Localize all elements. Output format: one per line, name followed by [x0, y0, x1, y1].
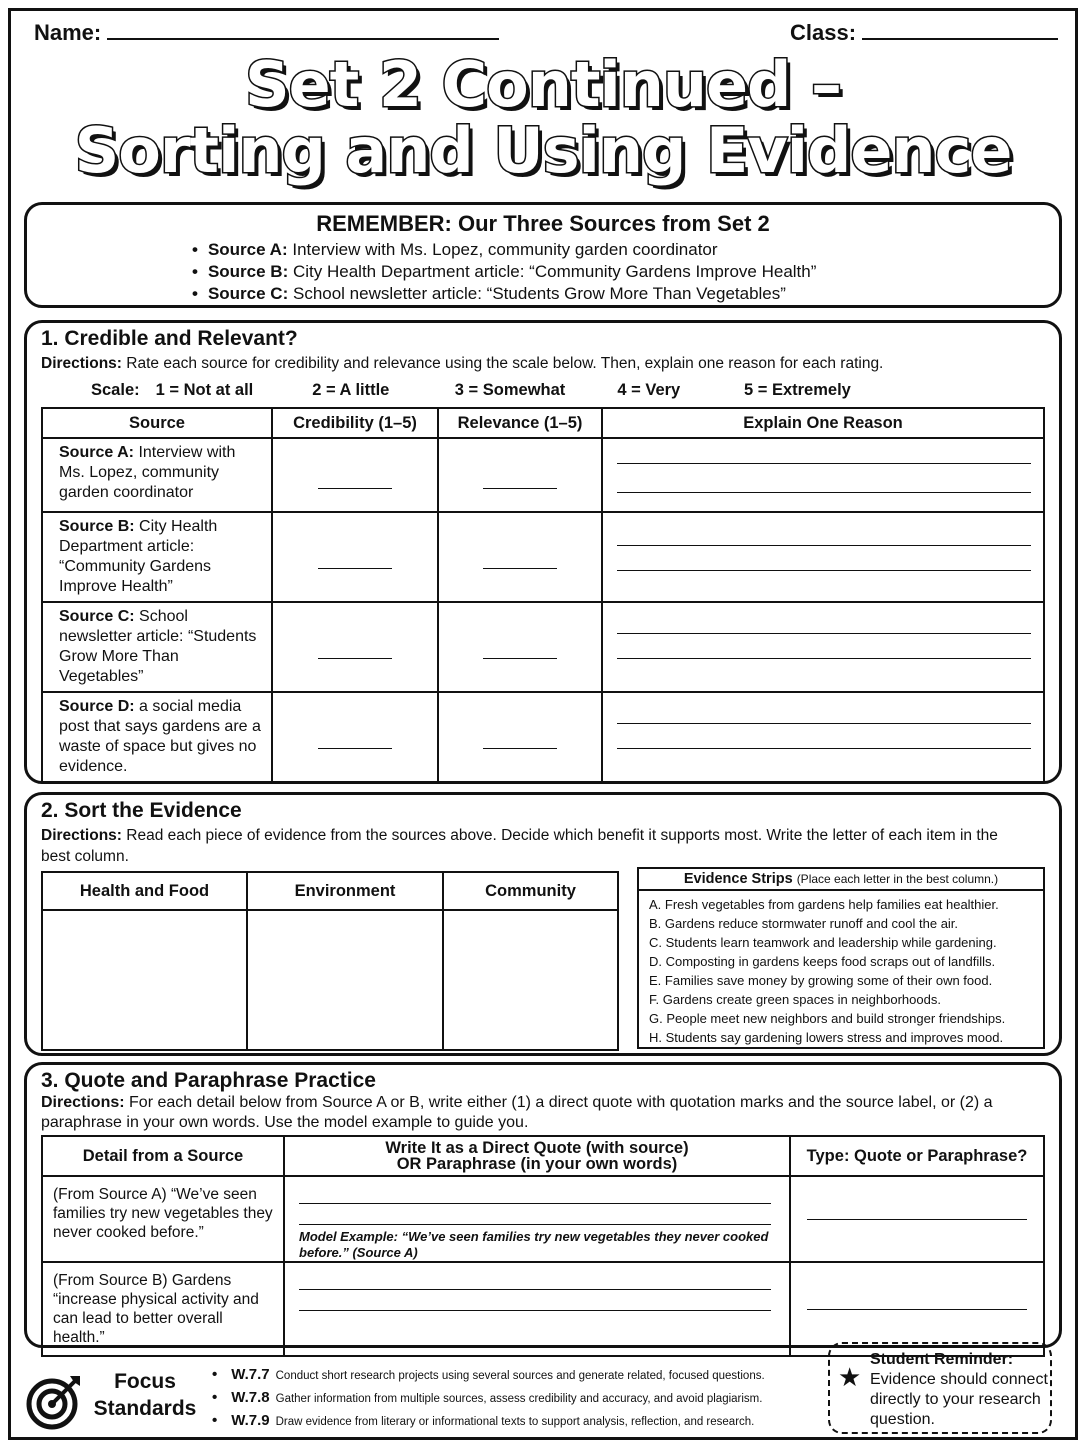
- source-cell: [42, 692, 272, 782]
- column-header: Detail from a Source: [42, 1136, 284, 1176]
- relevance-cell[interactable]: [438, 602, 602, 692]
- list-item: B. Gardens reduce stormwater runoff and cool the air.: [649, 916, 959, 931]
- scale-label: Scale:: [91, 381, 140, 399]
- quote-paraphrase-table: [41, 1135, 1045, 1357]
- directions-text: Read each piece of evidence from the sources above. Decide which benefit it supports most. Write the letter of each item in the best column.: [41, 827, 998, 865]
- remember-list: [192, 239, 1059, 305]
- class-blank[interactable]: [862, 20, 1058, 40]
- list-item: C. Students learn teamwork and leadership while gardening.: [649, 935, 997, 950]
- reminder-text: Evidence should connect directly to your research question.: [870, 1371, 1048, 1428]
- focus-title-line: Focus: [114, 1370, 176, 1393]
- reason-cell[interactable]: [602, 692, 1044, 782]
- column-header: Relevance (1–5): [438, 408, 602, 438]
- answer-blank[interactable]: [318, 658, 392, 659]
- list-item: [212, 1364, 765, 1387]
- scale-item: 5 = Extremely: [743, 381, 851, 399]
- answer-line[interactable]: [617, 748, 1031, 749]
- list-item: [212, 1410, 765, 1433]
- evidence-strips-list: [639, 891, 1043, 1047]
- student-reminder-box: [828, 1342, 1052, 1434]
- scale-item: 3 = Somewhat: [454, 381, 566, 399]
- table-row: [42, 438, 1044, 512]
- source-text: School newsletter article: “Students Grow More Than Vegetables”: [59, 608, 257, 685]
- class-field[interactable]: [790, 20, 1058, 46]
- health-food-column[interactable]: [42, 910, 247, 1050]
- name-label: Name:: [34, 20, 102, 45]
- scale-item: 4 = Very: [617, 381, 681, 399]
- list-item: F. Gardens create green spaces in neighborhoods.: [649, 992, 941, 1007]
- source-label: Source B:: [59, 518, 135, 535]
- answer-blank[interactable]: [483, 568, 557, 569]
- list-item: D. Composting in gardens keeps food scraps out of landfills.: [649, 954, 996, 969]
- column-header: Health and Food: [42, 872, 247, 910]
- directions-label: Directions:: [41, 1094, 125, 1111]
- source-label: Source A:: [59, 444, 134, 461]
- column-header: Source: [42, 408, 272, 438]
- scale-item: 1 = Not at all: [155, 381, 254, 399]
- list-item: H. Students say gardening lowers stress and improves mood.: [649, 1030, 1004, 1045]
- section-1-title: 1. Credible and Relevant?: [41, 327, 298, 350]
- directions-label: Directions:: [41, 827, 122, 844]
- remember-item-text: Interview with Ms. Lopez, community garden coordinator: [292, 240, 718, 259]
- type-cell[interactable]: [790, 1176, 1044, 1262]
- table-row: [42, 1176, 1044, 1262]
- remember-heading: REMEMBER: Our Three Sources from Set 2: [316, 211, 770, 236]
- remember-item: [192, 283, 1059, 305]
- section-3-directions: [41, 1093, 1031, 1133]
- credibility-table: [41, 407, 1045, 783]
- evidence-strips-note: (Place each letter in the best column.): [796, 872, 999, 886]
- reason-cell[interactable]: [602, 512, 1044, 602]
- environment-column[interactable]: [247, 910, 443, 1050]
- column-header: Environment: [247, 872, 443, 910]
- answer-line[interactable]: [299, 1203, 771, 1204]
- standards-list: [212, 1364, 765, 1433]
- answer-blank[interactable]: [483, 748, 557, 749]
- remember-item: [192, 261, 1059, 283]
- section-2-directions: [41, 825, 1001, 867]
- source-cell: [42, 438, 272, 512]
- credibility-cell[interactable]: [272, 512, 438, 602]
- source-cell: [42, 512, 272, 602]
- remember-item-label: Source C:: [207, 284, 289, 303]
- evidence-strips-title: Evidence Strips: [683, 871, 793, 887]
- source-text: City Health Department article: “Community Gardens Improve Health”: [59, 518, 218, 595]
- source-label: Source D:: [59, 698, 135, 715]
- answer-line[interactable]: [807, 1219, 1027, 1220]
- column-header: Credibility (1–5): [272, 408, 438, 438]
- directions-text: Rate each source for credibility and relevance using the scale below. Then, explain one reason for each rating.: [126, 355, 884, 372]
- answer-line[interactable]: [617, 658, 1031, 659]
- source-cell: [42, 602, 272, 692]
- remember-item-text: City Health Department article: “Community Gardens Improve Health”: [292, 262, 817, 281]
- rating-scale: [91, 381, 991, 400]
- answer-line[interactable]: [299, 1289, 771, 1290]
- name-blank[interactable]: [107, 20, 499, 40]
- answer-blank[interactable]: [318, 748, 392, 749]
- section-2-title: 2. Sort the Evidence: [41, 799, 242, 822]
- remember-item: [192, 239, 1059, 261]
- star-icon: ★: [838, 1362, 862, 1392]
- detail-cell: (From Source B) Gardens “increase physical activity and can lead to better overall health.”: [42, 1262, 284, 1356]
- answer-line[interactable]: [617, 463, 1031, 464]
- answer-line[interactable]: [617, 723, 1031, 724]
- reason-cell[interactable]: [602, 438, 1044, 512]
- standard-code: W.7.7: [231, 1366, 270, 1383]
- column-header-line: Write It as a Direct Quote (with source): [385, 1139, 689, 1157]
- standard-text: Draw evidence from literary or informational texts to support analysis, reflection, and research.: [275, 1416, 755, 1428]
- class-label: Class:: [790, 20, 857, 45]
- source-label: Source C:: [59, 608, 135, 625]
- standard-text: Gather information from multiple sources, assess credibility and accuracy, and avoid plagiarism.: [275, 1393, 763, 1405]
- answer-blank[interactable]: [318, 488, 392, 489]
- name-field[interactable]: [34, 20, 499, 46]
- evidence-strips-header: [639, 869, 1043, 891]
- answer-blank[interactable]: [483, 488, 557, 489]
- focus-standards: [26, 1364, 816, 1434]
- focus-title-line: Standards: [93, 1397, 197, 1420]
- write-cell[interactable]: [284, 1176, 790, 1262]
- model-label: Model Example:: [299, 1229, 398, 1244]
- remember-item-text: School newsletter article: “Students Grow More Than Vegetables”: [292, 284, 786, 303]
- relevance-cell[interactable]: [438, 512, 602, 602]
- relevance-cell[interactable]: [438, 438, 602, 512]
- column-header-line: OR Paraphrase (in your own words): [396, 1155, 678, 1173]
- section-1-directions: [41, 353, 883, 374]
- model-text: “We’ve seen families try new vegetables they never cooked before.” (Source A): [299, 1229, 769, 1260]
- section-3-title: 3. Quote and Paraphrase Practice: [41, 1069, 376, 1092]
- credibility-cell[interactable]: [272, 602, 438, 692]
- source-text: a social media post that says gardens are a waste of space but gives no evidence.: [59, 698, 261, 775]
- scale-item: 2 = A little: [312, 381, 390, 399]
- standard-text: Conduct short research projects using several sources and generate related, focused questions.: [275, 1370, 765, 1382]
- answer-blank[interactable]: [483, 658, 557, 659]
- write-cell[interactable]: [284, 1262, 790, 1356]
- remember-item-label: Source A:: [207, 240, 288, 259]
- section-sort-evidence: [24, 792, 1062, 1056]
- reminder-text-block: [870, 1350, 1050, 1430]
- evidence-strips-box: [637, 867, 1045, 1049]
- answer-line[interactable]: [299, 1224, 771, 1225]
- section-credible-relevant: [24, 320, 1062, 784]
- model-example: [299, 1229, 779, 1261]
- list-item: A. Fresh vegetables from gardens help families eat healthier.: [649, 897, 999, 912]
- column-header: Community: [443, 872, 618, 910]
- page-title-line-2: Sorting and Using Evidence: [74, 114, 1012, 187]
- page-title-line-1: Set 2 Continued –: [244, 48, 842, 121]
- answer-line[interactable]: [617, 570, 1031, 571]
- list-item: E. Families save money by growing some of their own food.: [649, 973, 993, 988]
- sort-table: [41, 871, 619, 1051]
- answer-line[interactable]: [617, 633, 1031, 634]
- directions-label: Directions:: [41, 355, 122, 372]
- list-item: [212, 1387, 765, 1410]
- credibility-cell[interactable]: [272, 438, 438, 512]
- table-row: [42, 512, 1044, 602]
- answer-blank[interactable]: [318, 568, 392, 569]
- column-header: [284, 1136, 790, 1176]
- standard-code: W.7.8: [231, 1389, 270, 1406]
- table-row: [42, 602, 1044, 692]
- column-header: Type: Quote or Paraphrase?: [790, 1136, 1044, 1176]
- reason-cell[interactable]: [602, 602, 1044, 692]
- answer-line[interactable]: [299, 1310, 771, 1311]
- table-row: [42, 692, 1044, 782]
- detail-cell: (From Source A) “We’ve seen families try new vegetables they never cooked before.”: [42, 1176, 284, 1262]
- column-header: Explain One Reason: [602, 408, 1044, 438]
- list-item: G. People meet new neighbors and build stronger friendships.: [649, 1011, 1006, 1026]
- focus-title: [90, 1368, 200, 1422]
- reminder-title: Student Reminder:: [870, 1351, 1014, 1368]
- answer-line[interactable]: [617, 545, 1031, 546]
- standard-code: W.7.9: [231, 1412, 270, 1429]
- source-text: Interview with Ms. Lopez, community garden coordinator: [59, 444, 236, 501]
- directions-text: For each detail below from Source A or B, write either (1) a direct quote with quotation marks and the source label, or (2) a paraphrase in your own words. Use the model example to guide you.: [41, 1094, 993, 1131]
- answer-line[interactable]: [807, 1309, 1027, 1310]
- remember-box: [24, 202, 1062, 308]
- target-icon: [26, 1372, 84, 1430]
- relevance-cell[interactable]: [438, 692, 602, 782]
- community-column[interactable]: [443, 910, 618, 1050]
- answer-line[interactable]: [617, 492, 1031, 493]
- section-quote-paraphrase: [24, 1062, 1062, 1348]
- remember-item-label: Source B:: [207, 262, 289, 281]
- credibility-cell[interactable]: [272, 692, 438, 782]
